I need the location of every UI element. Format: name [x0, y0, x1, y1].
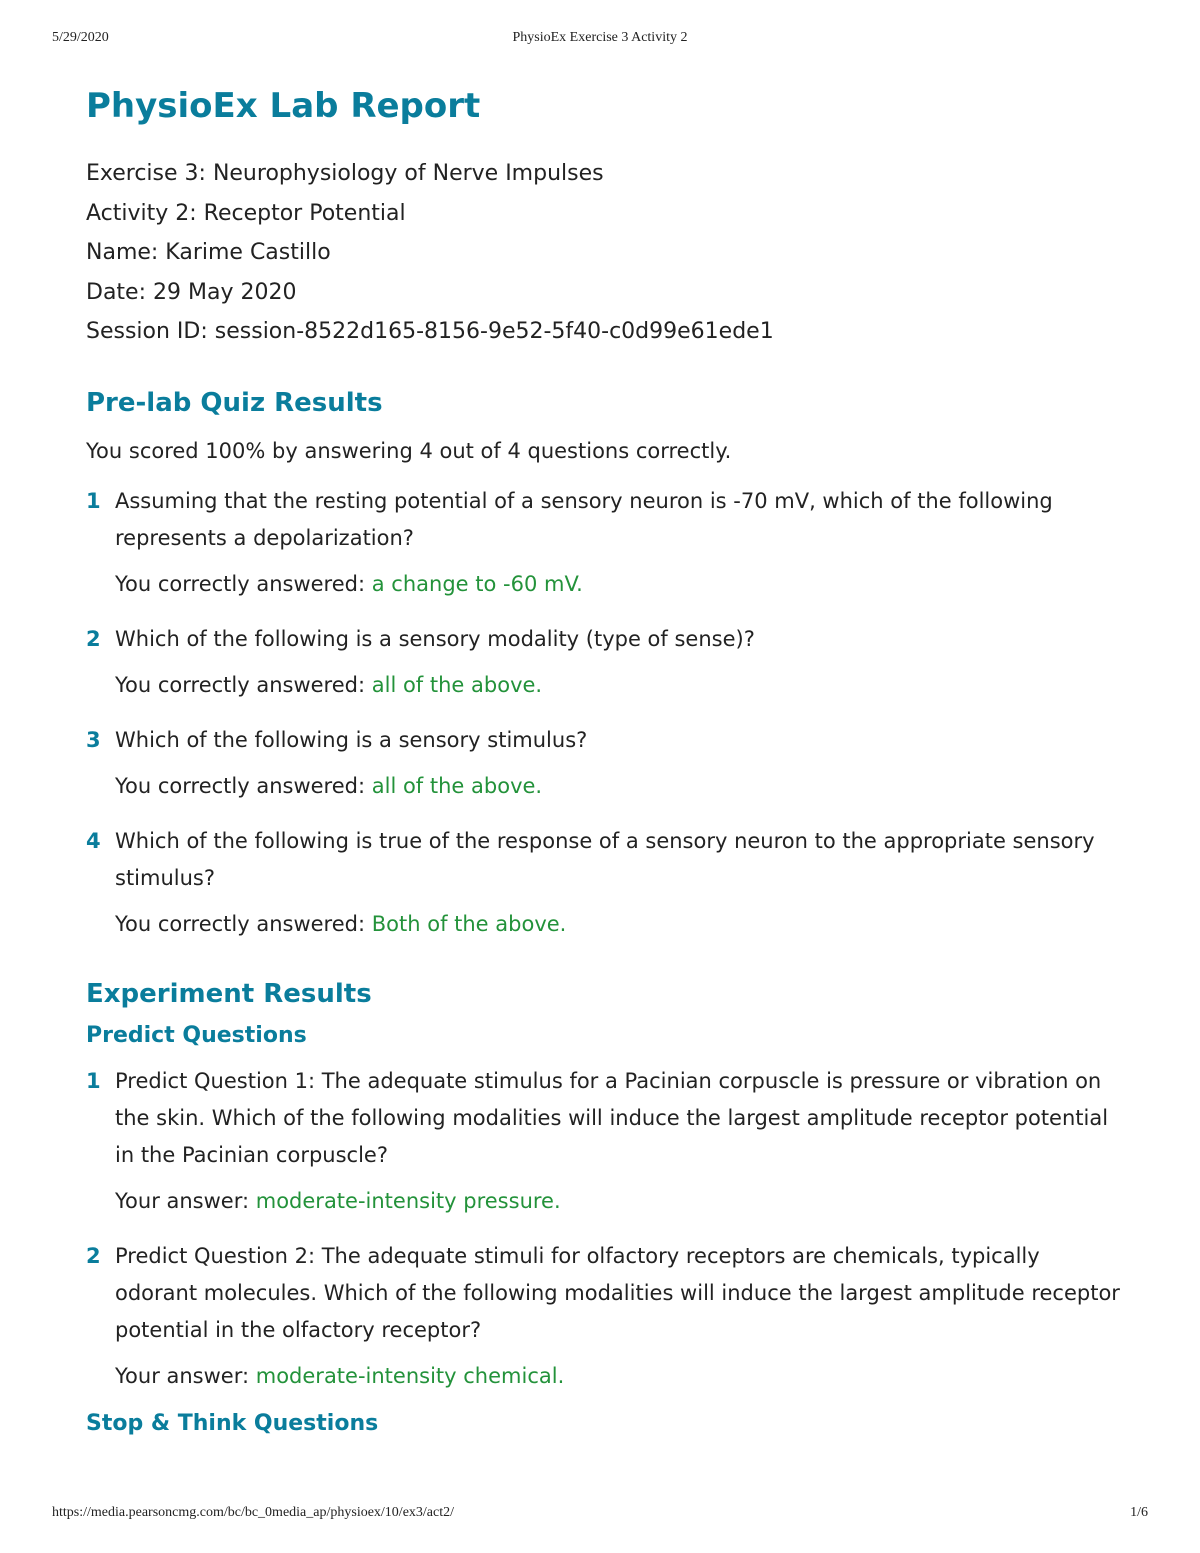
answer-prefix: You correctly answered:	[115, 773, 366, 798]
question-text: Predict Question 1: The adequate stimulus for a Pacinian corpuscle is pressure or vibration on the skin. Which of the following modalities will induce the largest amplitude receptor potential in the Pacinian corpuscle?	[115, 1068, 1109, 1167]
print-date: 5/29/2020	[52, 30, 109, 45]
question-answer	[115, 670, 1126, 700]
stop-think-heading: Stop & Think Questions	[86, 1410, 379, 1436]
exercise-line: Exercise 3: Neurophysiology of Nerve Impulses	[86, 161, 604, 186]
print-footer	[52, 1505, 1148, 1525]
answer-prefix: You correctly answered:	[115, 672, 366, 697]
question-number: 4	[86, 828, 101, 853]
answer-value: a change to -60 mV.	[371, 571, 583, 596]
question-text: Which of the following is a sensory stimulus?	[115, 727, 588, 752]
prelab-heading: Pre-lab Quiz Results	[86, 387, 383, 418]
experiment-heading: Experiment Results	[86, 978, 372, 1009]
question-answer	[115, 1361, 1126, 1391]
prelab-score: You scored 100% by answering 4 out of 4 questions correctly.	[86, 438, 732, 463]
page-number: 1/6	[1130, 1505, 1148, 1520]
answer-value: all of the above.	[371, 773, 543, 798]
page-url: https://media.pearsoncmg.com/bc/bc_0media_ap/physioex/10/ex3/act2/	[52, 1505, 455, 1520]
question-number: 2	[86, 626, 101, 651]
question-text: Predict Question 2: The adequate stimuli for olfactory receptors are chemicals, typically odorant molecules. Which of the following modalities will induce the largest amplitude receptor potential in the olfactory receptor?	[115, 1243, 1120, 1342]
question-number: 3	[86, 727, 101, 752]
answer-value: Both of the above.	[371, 911, 567, 936]
name-line: Name: Karime Castillo	[86, 240, 331, 265]
list-item	[86, 1238, 1126, 1391]
question-text: Assuming that the resting potential of a sensory neuron is -70 mV, which of the following represents a depolarization?	[115, 488, 1053, 550]
list-item	[86, 823, 1126, 939]
answer-value: moderate-intensity pressure.	[255, 1188, 561, 1213]
answer-value: all of the above.	[371, 672, 543, 697]
date-line: Date: 29 May 2020	[86, 279, 297, 305]
answer-prefix: Your answer:	[115, 1188, 250, 1213]
answer-prefix: Your answer:	[115, 1363, 250, 1388]
report-content	[86, 84, 1126, 1439]
question-number: 2	[86, 1243, 101, 1268]
predict-question-list	[86, 1063, 1126, 1391]
print-header	[52, 30, 1148, 50]
list-item	[86, 621, 1126, 700]
question-answer	[115, 771, 1126, 801]
question-text: Which of the following is a sensory modality (type of sense)?	[115, 626, 755, 651]
prelab-question-list	[86, 483, 1126, 939]
activity-line: Activity 2: Receptor Potential	[86, 200, 406, 226]
print-page-title: PhysioEx Exercise 3 Activity 2	[512, 30, 688, 45]
answer-value: moderate-intensity chemical.	[255, 1363, 565, 1388]
answer-prefix: You correctly answered:	[115, 571, 366, 596]
question-answer	[115, 909, 1126, 939]
question-number: 1	[86, 1068, 101, 1093]
list-item	[86, 722, 1126, 801]
question-text: Which of the following is true of the response of a sensory neuron to the appropriate sensory stimulus?	[115, 828, 1095, 890]
predict-questions-heading: Predict Questions	[86, 1022, 307, 1048]
answer-prefix: You correctly answered:	[115, 911, 366, 936]
question-answer	[115, 1186, 1126, 1216]
report-title: PhysioEx Lab Report	[86, 86, 481, 126]
report-meta	[86, 154, 1126, 352]
question-number: 1	[86, 488, 101, 513]
session-id-line: Session ID: session-8522d165-8156-9e52-5f40-c0d99e61ede1	[86, 319, 774, 344]
list-item	[86, 1063, 1126, 1216]
question-answer	[115, 569, 1126, 599]
list-item	[86, 483, 1126, 599]
